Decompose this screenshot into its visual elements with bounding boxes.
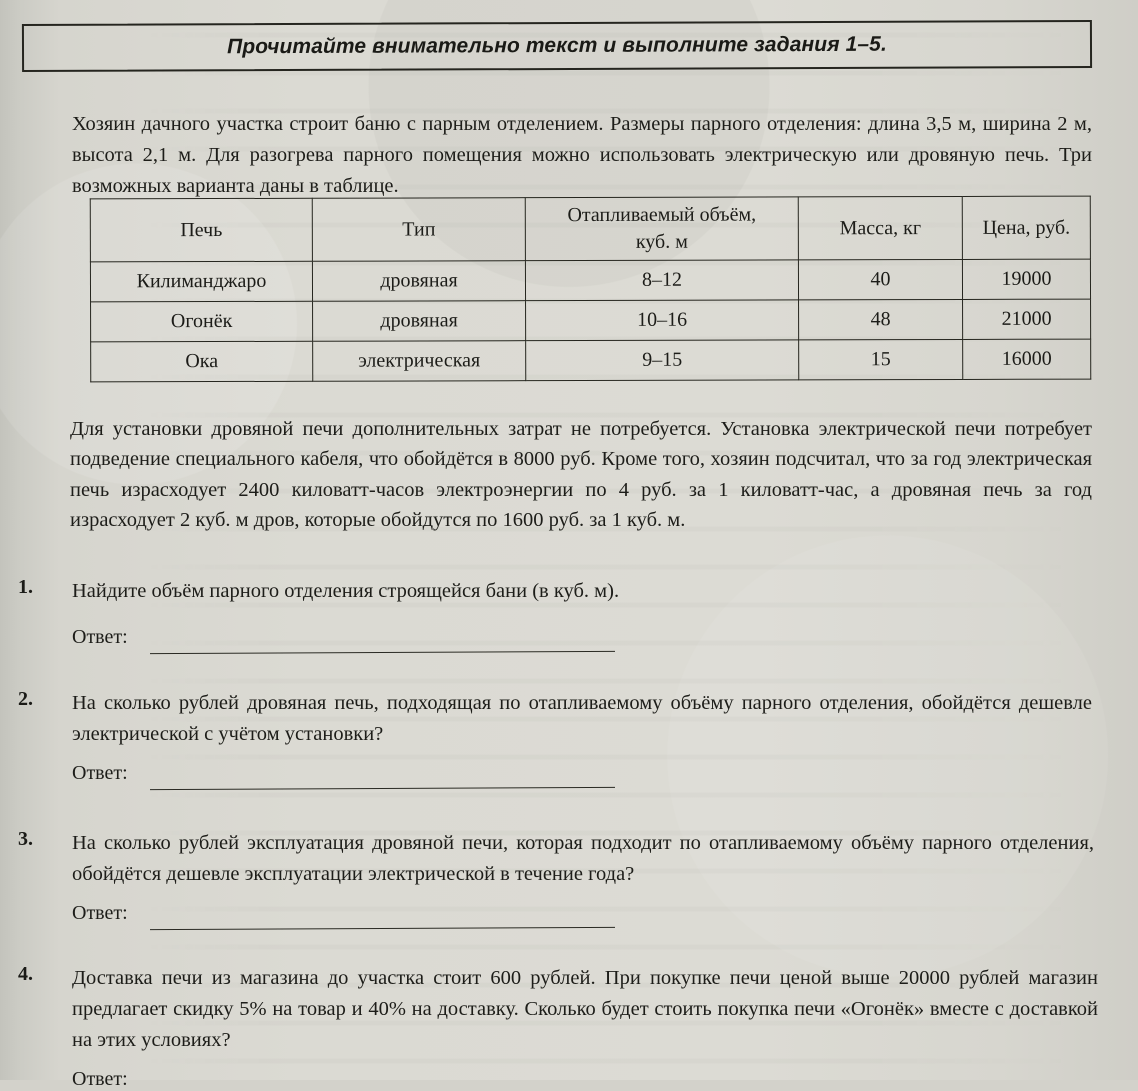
column-header-type: Тип [312,198,525,262]
table-row [91,299,1091,342]
cell-stove-type: дровяная [312,261,525,302]
column-header-volume-line1: Отапливаемый объём, [567,203,757,227]
instruction-banner [22,20,1092,72]
cell-stove-mass: 15 [799,339,963,379]
column-header-price: Цена, руб. [962,196,1090,259]
cell-stove-volume: 9–15 [526,340,799,381]
question-number-4: 4. [18,963,33,985]
answer-label-4: Ответ: [72,1068,128,1090]
cell-stove-mass: 48 [799,299,963,339]
table-row [90,259,1090,302]
costs-paragraph: Для установки дровяной печи дополнительных затрат не потребуется. Установка электрической печи потребует подведение специального кабеля, что обойдётся в 8000 руб. Кроме того, хозяин подсчитал, что за год электрическая печь израсходует 2400 киловатт-часов электроэнергии по 4 руб. за 1 киловатт-час, а дровяная печь за год израсходует 2 куб. м дров, которые обойдутся по 1600 руб. за 1 куб. м. [70,417,1092,531]
intro-paragraph: Хозяин дачного участка строит баню с парным отделением. Размеры парного отделения: длина 3,5 м, ширина 2 м, высота 2,1 м. Для разогрева парного помещения можно использовать электрическую или дровяную печь. Три возможных варианта даны в таблице. [72,112,1092,197]
question-text-3: На сколько рублей эксплуатация дровяной печи, которая подходит по отапливаемому объёму парного отделения, обойдётся дешевле эксплуатации электрической в течение года? [72,832,1094,885]
instruction-banner-text: Прочитайте внимательно текст и выполните задания 1–5. [227,32,887,59]
question-text-1: Найдите объём парного отделения строящейся бани (в куб. м). [72,580,620,602]
question-text-2: На сколько рублей дровяная печь, подходящая по отапливаемому объёму парного отделения, обойдётся дешевле электрической с учётом установки? [72,692,1092,745]
cell-stove-name: Огонёк [91,301,313,342]
question-text-4: Доставка печи из магазина до участка стоит 600 рублей. При покупке печи ценой выше 20000 рублей магазин предлагает скидку 5% на товар и 40% на доставку. Сколько будет стоить покупка печи «Огонёк» вместе с доставкой на этих условиях? [72,967,1098,1051]
cell-stove-type: дровяная [313,301,526,342]
answer-input-line-1[interactable] [150,651,615,654]
answer-label-3: Ответ: [72,902,128,924]
column-header-mass: Масса, кг [798,196,962,259]
cell-stove-price: 16000 [963,339,1091,379]
answer-input-line-2[interactable] [150,787,615,790]
cell-stove-price: 19000 [962,259,1090,299]
column-header-stove: Печь [90,198,312,262]
stove-options-table [90,196,1092,383]
answer-label-2: Ответ: [72,762,128,784]
cell-stove-price: 21000 [963,299,1091,339]
answer-input-line-3[interactable] [150,927,615,930]
answer-label-1: Ответ: [72,626,128,648]
question-number-2: 2. [18,688,33,710]
cell-stove-mass: 40 [798,259,962,299]
cell-stove-name: Ока [91,341,313,382]
question-number-1: 1. [18,576,33,598]
cell-stove-name: Килиманджаро [90,261,312,302]
cell-stove-type: электрическая [313,341,526,382]
question-number-3: 3. [18,828,33,850]
column-header-volume-line2: куб. м [635,230,688,253]
cell-stove-volume: 8–12 [525,260,798,301]
table-header-row [90,196,1090,262]
column-header-volume [525,197,798,261]
table-row [91,339,1091,382]
cell-stove-volume: 10–16 [526,300,799,341]
